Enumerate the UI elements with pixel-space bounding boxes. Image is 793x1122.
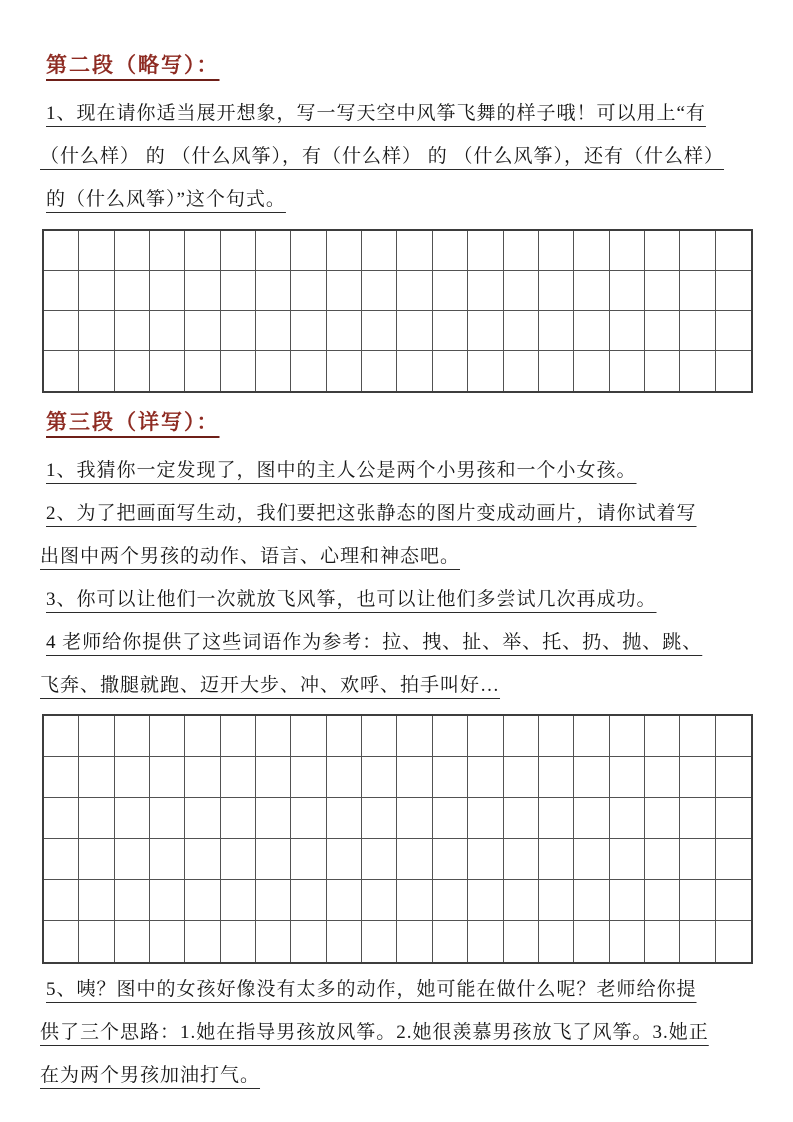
writing-grid-cell	[362, 880, 397, 921]
writing-grid-cell	[716, 839, 751, 880]
writing-grid-cell	[574, 351, 609, 391]
writing-grid-cell	[79, 757, 114, 798]
writing-grid-cell	[504, 351, 539, 391]
writing-grid-cell	[150, 311, 185, 351]
writing-grid-cell	[327, 798, 362, 839]
writing-grid-cell	[504, 921, 539, 962]
writing-grid-cell	[645, 839, 680, 880]
writing-grid-cell	[397, 798, 432, 839]
section3-writing-grid	[42, 714, 753, 964]
writing-grid-cell	[256, 231, 291, 271]
writing-grid-cell	[79, 231, 114, 271]
writing-grid-cell	[150, 757, 185, 798]
writing-grid-cell	[362, 798, 397, 839]
writing-grid-cell	[327, 921, 362, 962]
writing-grid-cell	[327, 231, 362, 271]
writing-grid-cell	[716, 880, 751, 921]
writing-grid-cell	[221, 921, 256, 962]
section3-item2-line2: 出图中两个男孩的动作、语言、心理和神态吧。	[40, 546, 461, 567]
writing-grid-cell	[610, 921, 645, 962]
writing-grid-cell	[539, 231, 574, 271]
writing-grid-cell	[468, 798, 503, 839]
writing-grid-cell	[433, 757, 468, 798]
writing-grid-cell	[468, 839, 503, 880]
writing-grid-cell	[44, 716, 79, 757]
writing-grid-cell	[504, 798, 539, 839]
writing-grid-cell	[185, 231, 220, 271]
writing-grid-cell	[291, 839, 326, 880]
writing-grid-cell	[433, 880, 468, 921]
writing-grid-cell	[680, 798, 715, 839]
writing-grid-cell	[433, 271, 468, 311]
writing-grid-cell	[680, 757, 715, 798]
writing-grid-cell	[574, 311, 609, 351]
writing-grid-cell	[574, 271, 609, 311]
writing-grid-cell	[504, 231, 539, 271]
writing-grid-cell	[221, 271, 256, 311]
writing-grid-cell	[150, 351, 185, 391]
writing-grid-cell	[397, 716, 432, 757]
writing-grid-cell	[539, 351, 574, 391]
writing-grid-cell	[539, 311, 574, 351]
writing-grid-cell	[115, 798, 150, 839]
writing-grid-cell	[115, 231, 150, 271]
writing-grid-cell	[115, 311, 150, 351]
writing-grid-cell	[44, 271, 79, 311]
section3-item5-line3: 在为两个男孩加油打气。	[40, 1065, 261, 1086]
writing-grid-cell	[327, 716, 362, 757]
writing-grid-cell	[716, 921, 751, 962]
writing-grid-cell	[150, 716, 185, 757]
writing-grid-cell	[433, 921, 468, 962]
writing-grid-cell	[397, 271, 432, 311]
writing-grid-cell	[645, 716, 680, 757]
writing-grid-cell	[44, 231, 79, 271]
writing-grid-cell	[327, 271, 362, 311]
writing-grid-cell	[574, 839, 609, 880]
writing-grid-cell	[221, 839, 256, 880]
section3-heading: 第三段（详写）：	[46, 410, 220, 434]
writing-grid-cell	[610, 798, 645, 839]
writing-grid-cell	[44, 798, 79, 839]
writing-grid-cell	[327, 757, 362, 798]
writing-grid-cell	[433, 716, 468, 757]
writing-grid-cell	[468, 921, 503, 962]
writing-grid-cell	[291, 351, 326, 391]
writing-grid-cell	[433, 798, 468, 839]
writing-grid-cell	[327, 311, 362, 351]
writing-grid-cell	[468, 311, 503, 351]
writing-grid-cell	[256, 880, 291, 921]
writing-grid-cell	[79, 921, 114, 962]
writing-grid-cell	[680, 921, 715, 962]
writing-grid-cell	[185, 757, 220, 798]
writing-grid-cell	[221, 880, 256, 921]
writing-grid-cell	[291, 311, 326, 351]
writing-grid-cell	[397, 311, 432, 351]
writing-grid-cell	[185, 351, 220, 391]
writing-grid-cell	[645, 921, 680, 962]
writing-grid-cell	[185, 880, 220, 921]
writing-grid-cell	[44, 880, 79, 921]
writing-grid-cell	[680, 231, 715, 271]
writing-grid-cell	[185, 921, 220, 962]
writing-grid-cell	[574, 921, 609, 962]
writing-grid-cell	[716, 271, 751, 311]
writing-grid-cell	[645, 311, 680, 351]
writing-grid-cell	[680, 351, 715, 391]
writing-grid-cell	[291, 716, 326, 757]
writing-grid-cell	[150, 231, 185, 271]
writing-grid-cell	[115, 880, 150, 921]
writing-grid-cell	[680, 880, 715, 921]
writing-grid-cell	[327, 839, 362, 880]
writing-grid-cell	[150, 839, 185, 880]
writing-grid-cell	[468, 271, 503, 311]
writing-grid-cell	[362, 716, 397, 757]
writing-grid-cell	[468, 880, 503, 921]
writing-grid-cell	[539, 798, 574, 839]
writing-grid-cell	[291, 231, 326, 271]
writing-grid-cell	[115, 716, 150, 757]
writing-grid-cell	[716, 716, 751, 757]
writing-grid-cell	[645, 271, 680, 311]
writing-grid-cell	[504, 880, 539, 921]
writing-grid-cell	[504, 716, 539, 757]
writing-grid-cell	[680, 716, 715, 757]
writing-grid-cell	[539, 271, 574, 311]
writing-grid-cell	[291, 798, 326, 839]
section3-item3-line1: 3、你可以让他们一次就放飞风筝，也可以让他们多尝试几次再成功。	[46, 589, 657, 610]
writing-grid-cell	[327, 880, 362, 921]
writing-grid-cell	[115, 921, 150, 962]
writing-grid-cell	[79, 716, 114, 757]
writing-grid-cell	[79, 880, 114, 921]
writing-grid-cell	[574, 716, 609, 757]
writing-grid-cell	[610, 880, 645, 921]
section3-item4-line1: 4 老师给你提供了这些词语作为参考：拉、拽、扯、举、托、扔、抛、跳、	[46, 632, 703, 653]
writing-grid-cell	[504, 311, 539, 351]
writing-grid-cell	[115, 757, 150, 798]
writing-grid-cell	[680, 839, 715, 880]
writing-grid-cell	[185, 798, 220, 839]
writing-grid-cell	[645, 231, 680, 271]
writing-grid-cell	[79, 311, 114, 351]
writing-grid-cell	[680, 311, 715, 351]
writing-grid-cell	[610, 716, 645, 757]
writing-grid-cell	[362, 271, 397, 311]
writing-grid-cell	[362, 757, 397, 798]
writing-grid-cell	[716, 798, 751, 839]
writing-grid-cell	[150, 880, 185, 921]
section3-item1-line1: 1、我猜你一定发现了，图中的主人公是两个小男孩和一个小女孩。	[46, 460, 637, 481]
writing-grid-cell	[362, 351, 397, 391]
writing-grid-cell	[397, 231, 432, 271]
writing-grid-cell	[79, 351, 114, 391]
section2-item1-line1: 1、现在请你适当展开想象，写一写天空中风筝飞舞的样子哦！可以用上“有	[46, 103, 706, 124]
writing-grid-cell	[115, 351, 150, 391]
writing-grid-cell	[221, 231, 256, 271]
writing-grid-cell	[362, 311, 397, 351]
writing-grid-cell	[185, 311, 220, 351]
writing-grid-cell	[397, 351, 432, 391]
writing-grid-cell	[79, 798, 114, 839]
writing-grid-cell	[44, 921, 79, 962]
writing-grid-cell	[79, 271, 114, 311]
writing-grid-cell	[433, 231, 468, 271]
writing-grid-cell	[79, 839, 114, 880]
section2-item1-line3: 的（什么风筝）”这个句式。	[46, 189, 286, 210]
writing-grid-cell	[397, 839, 432, 880]
writing-grid-cell	[397, 880, 432, 921]
writing-grid-cell	[256, 271, 291, 311]
writing-grid-cell	[468, 351, 503, 391]
writing-grid-cell	[115, 271, 150, 311]
writing-grid-cell	[574, 880, 609, 921]
writing-grid-cell	[44, 311, 79, 351]
writing-grid-cell	[44, 839, 79, 880]
writing-grid-cell	[291, 271, 326, 311]
writing-grid-cell	[716, 757, 751, 798]
section3-item5-line1: 5、咦？图中的女孩好像没有太多的动作，她可能在做什么呢？老师给你提	[46, 979, 697, 1000]
writing-grid-cell	[610, 271, 645, 311]
writing-grid-cell	[504, 271, 539, 311]
writing-grid-cell	[716, 231, 751, 271]
writing-grid-cell	[362, 839, 397, 880]
writing-grid-cell	[221, 798, 256, 839]
writing-grid-cell	[645, 351, 680, 391]
writing-grid-cell	[150, 921, 185, 962]
writing-grid-cell	[44, 757, 79, 798]
writing-grid-cell	[256, 839, 291, 880]
writing-grid-cell	[610, 757, 645, 798]
writing-grid-cell	[115, 839, 150, 880]
section3-item2-line1: 2、为了把画面写生动，我们要把这张静态的图片变成动画片，请你试着写	[46, 503, 697, 524]
writing-grid-cell	[256, 716, 291, 757]
writing-grid-cell	[256, 798, 291, 839]
writing-grid-cell	[645, 798, 680, 839]
writing-grid-cell	[610, 351, 645, 391]
writing-grid-cell	[645, 880, 680, 921]
writing-grid-cell	[574, 757, 609, 798]
writing-grid-cell	[574, 231, 609, 271]
writing-grid-cell	[468, 716, 503, 757]
writing-grid-cell	[150, 271, 185, 311]
writing-grid-cell	[468, 231, 503, 271]
writing-grid-cell	[327, 351, 362, 391]
writing-grid-cell	[504, 839, 539, 880]
writing-grid-cell	[221, 311, 256, 351]
writing-grid-cell	[397, 757, 432, 798]
writing-grid-cell	[397, 921, 432, 962]
writing-grid-cell	[185, 839, 220, 880]
writing-grid-cell	[44, 351, 79, 391]
writing-grid-cell	[362, 921, 397, 962]
writing-grid-cell	[539, 880, 574, 921]
writing-grid-cell	[256, 757, 291, 798]
writing-grid-cell	[256, 351, 291, 391]
writing-grid-cell	[221, 716, 256, 757]
writing-grid-cell	[185, 716, 220, 757]
writing-grid-cell	[716, 311, 751, 351]
writing-grid-cell	[256, 921, 291, 962]
writing-grid-cell	[716, 351, 751, 391]
writing-grid-cell	[221, 757, 256, 798]
section2-heading: 第二段（略写）：	[46, 53, 220, 77]
writing-grid-cell	[185, 271, 220, 311]
writing-grid-cell	[539, 716, 574, 757]
writing-grid-cell	[539, 757, 574, 798]
writing-grid-cell	[610, 231, 645, 271]
section2-item1-line2: （什么样） 的 （什么风筝），有（什么样） 的 （什么风筝），还有（什么样）	[40, 146, 725, 167]
writing-grid-cell	[256, 311, 291, 351]
writing-grid-cell	[291, 880, 326, 921]
writing-grid-cell	[504, 757, 539, 798]
writing-grid-cell	[574, 798, 609, 839]
writing-grid-cell	[610, 839, 645, 880]
section3-item4-line2: 飞奔、撒腿就跑、迈开大步、冲、欢呼、拍手叫好…	[40, 675, 501, 696]
writing-grid-cell	[680, 271, 715, 311]
section2-writing-grid	[42, 229, 753, 393]
writing-grid-cell	[433, 839, 468, 880]
writing-grid-cell	[539, 839, 574, 880]
writing-grid-cell	[362, 231, 397, 271]
writing-grid-cell	[610, 311, 645, 351]
writing-grid-cell	[150, 798, 185, 839]
writing-grid-cell	[645, 757, 680, 798]
writing-grid-cell	[433, 351, 468, 391]
writing-grid-cell	[221, 351, 256, 391]
writing-grid-cell	[291, 921, 326, 962]
writing-grid-cell	[291, 757, 326, 798]
section3-item5-line2: 供了三个思路：1.她在指导男孩放风筝。2.她很羡慕男孩放飞了风筝。3.她正	[40, 1022, 709, 1043]
writing-grid-cell	[539, 921, 574, 962]
writing-grid-cell	[468, 757, 503, 798]
writing-grid-cell	[433, 311, 468, 351]
